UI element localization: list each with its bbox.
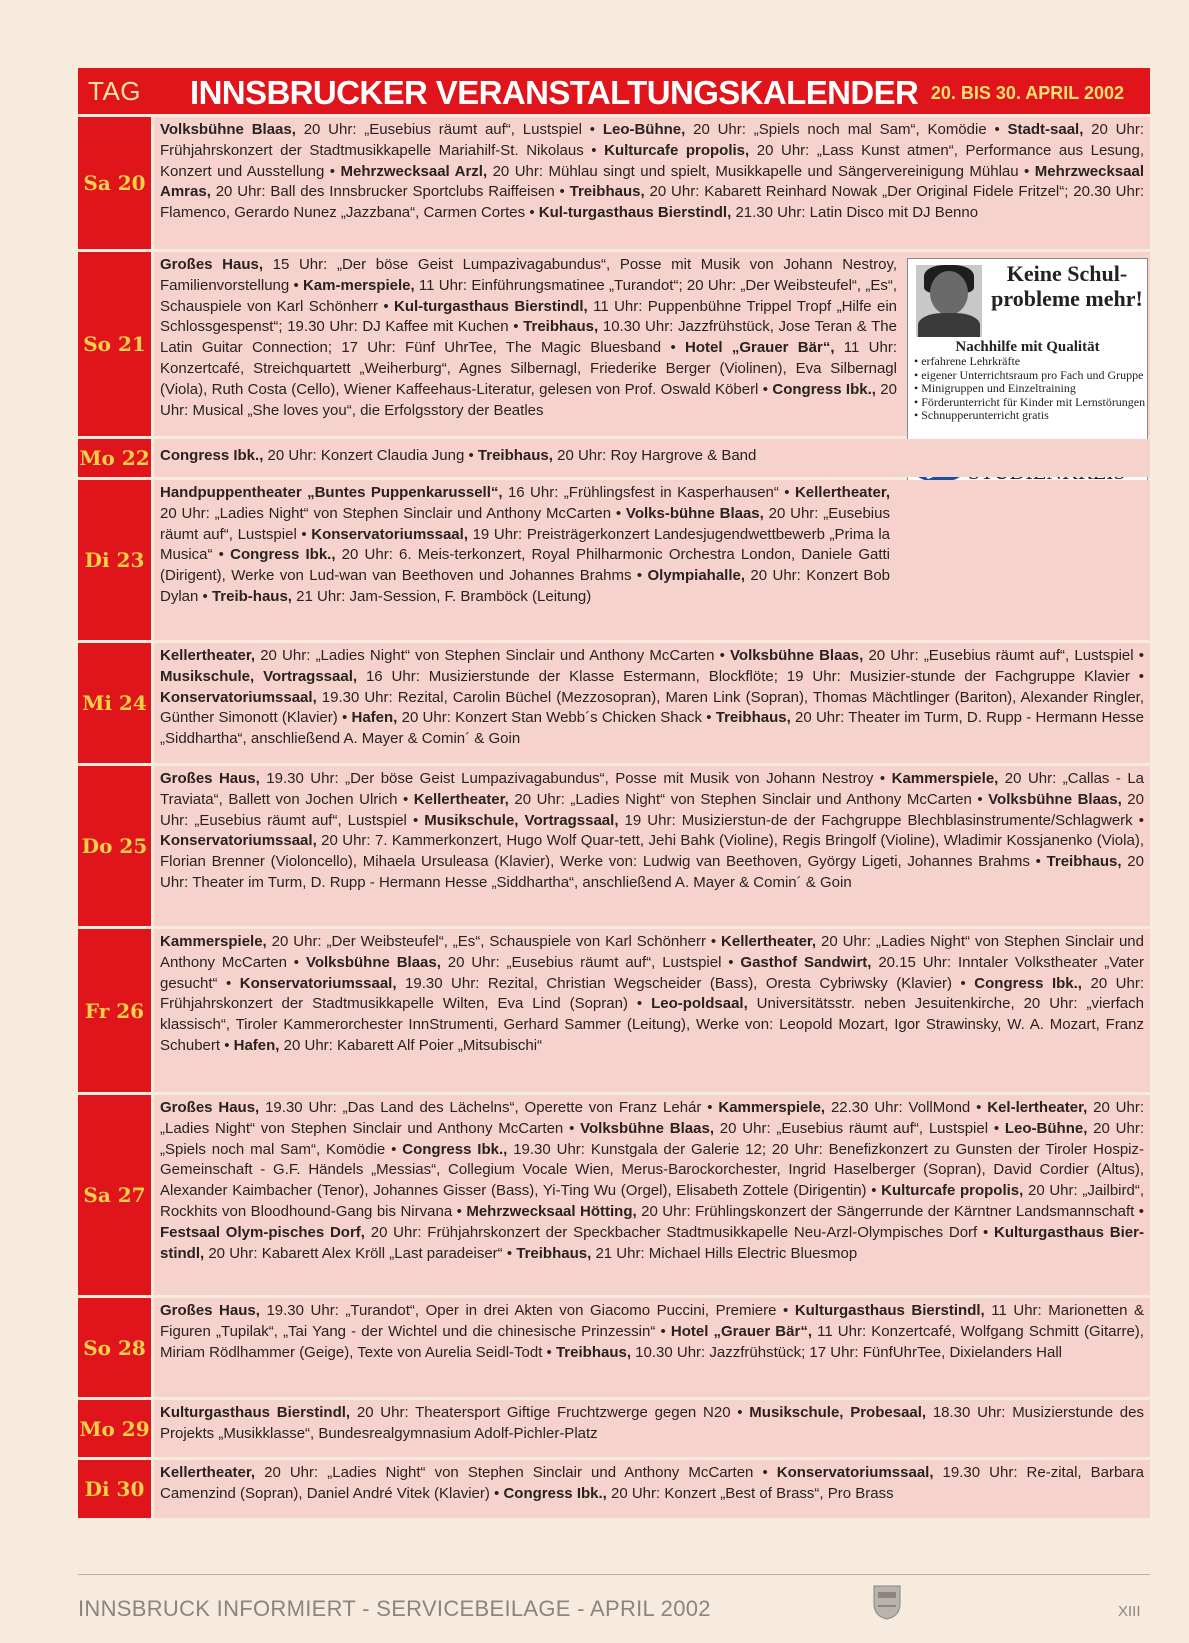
event-text-content: Congress Ibk., 20 Uhr: Konzert Claudia Jung • Treibhaus, 20 Uhr: Roy Hargrove & Band [160, 447, 757, 464]
calendar-row [78, 1457, 1150, 1518]
page-number: XIII [1118, 1603, 1141, 1620]
ad-bullet: • eigener Unterrichtsraum pro Fach und Gruppe [914, 367, 1144, 382]
day-label: Fr 26 [78, 929, 154, 1092]
calendar-title: INNSBRUCKER VERANSTALTUNGSKALENDER [190, 74, 919, 111]
calendar-row [78, 114, 1150, 249]
calendar-row [78, 1295, 1150, 1397]
day-label: Di 30 [78, 1460, 154, 1518]
innsbruck-crest-icon [872, 1584, 902, 1620]
event-text: Volksbühne Blaas, 20 Uhr: „Eusebius räumt auf“, Lustspiel • Leo-Bühne, 20 Uhr: „Spiels noch mal Sam“, Komödie • Stadt-saal, 20 Uhr: Frühjahrskonzert der Stadtmusikkapelle Mariahilf-St. Nikolaus • Kulturcafe propolis, 20 Uhr: „Lass Kunst atmen“, Performance aus Lesung, Konzert und Ausstellung • Mehrzwecksaal Arzl, 20 Uhr: Mühlau singt und spielt, Musikkapelle und Sängervereinigung Mühlau • Mehrzwecksaal Amras, 20 Uhr: Ball des Innsbrucker Sportclubs Raiffeisen • Treibhaus, 20 Uhr: Kabarett Reinhard Nowak „Der Original Fidele Fritzel“; 20.30 Uhr: Flamenco, Gerardo Nunez „Jazzbana“, Carmen Cortes • Kul-turgasthaus Bierstindl, 21.30 Uhr: Latin Disco mit DJ Benno [154, 117, 1150, 249]
footer-text: INNSBRUCK INFORMIERT - SERVICEBEILAGE - APRIL 2002 [78, 1596, 711, 1621]
event-calendar [78, 68, 1150, 1518]
event-text-content: Handpuppentheater „Buntes Puppenkarussell“, 16 Uhr: „Frühlingsfest in Kasperhausen“ • Kellertheater, 20 Uhr: „Ladies Night“ von Stephen Sinclair und Anthony McCarten • Volks-bühne Blaas, 20 Uhr: „Eusebius räumt auf“, Lustspiel • Konservatoriumssaal, 19 Uhr: Preisträgerkonzert Landesjugendwettbewerb „Prima la Musica“ • Congress Ibk., 20 Uhr: 6. Meis-terkonzert, Royal Philharmonic Orchestra London, Daniele Gatti (Dirigent), Werke von Lud-wan van Beethoven und Johannes Brahms • Olympiahalle, 20 Uhr: Konzert Bob Dylan • Treib-haus, 21 Uhr: Jam-Session, F. Bramböck (Leitung) [160, 484, 891, 605]
event-text [154, 480, 1150, 640]
calendar-row [78, 926, 1150, 1092]
ad-bullet: • Schnupperunterricht gratis [914, 408, 1049, 422]
day-label: Sa 20 [78, 117, 154, 249]
day-label: So 21 [78, 252, 154, 436]
ad-bullet: • Minigruppen und Einzeltraining [914, 381, 1076, 395]
event-text: Großes Haus, 19.30 Uhr: „Das Land des Lächelns“, Operette von Franz Lehár • Kammerspiele, 22.30 Uhr: VollMond • Kel-lertheater, 20 Uhr: „Ladies Night“ von Stephen Sinclair und Anthony McCarten • Volksbühne Blaas, 20 Uhr: „Eusebius räumt auf“, Lustspiel • Leo-Bühne, 20 Uhr: „Spiels noch mal Sam“, Komödie • Congress Ibk., 19.30 Uhr: Kunstgala der Galerie 12; 20 Uhr: Benefizkonzert zu Gunsten der Tiroler Hospiz-Gemeinschaft - G.F. Händels „Messias“, Collegium Vocale Wien, Merus-Barockorchester, Ingrid Haselberger (Sopran), David Cordier (Altus), Alexander Kaimbacher (Tenor), Johannes Gisser (Bass), Yi-Ting Wu (Orgel), Elisabeth Zottele (Dirigentin) • Kulturcafe propolis, 20 Uhr: „Jailbird“, Rockhits von Bloodhound-Gang bis Nirvana • Mehrzwecksaal Hötting, 20 Uhr: Frühlingskonzert der Sängerrunde der Kärntner Landsmannschaft • Festsaal Olym-pisches Dorf, 20 Uhr: Frühjahrskonzert der Speckbacher Stadtmusikkapelle Neu-Arzl-Olympisches Dorf • Kulturgasthaus Bier-stindl, 20 Uhr: Kabarett Alex Kröll „Last paradeiser“ • Treibhaus, 21 Uhr: Michael Hills Electric Bluesmop [154, 1095, 1150, 1295]
footer-divider [78, 1574, 1150, 1575]
ad-subheadline: Nachhilfe mit Qualität [955, 339, 1100, 355]
day-column-label: TAG [88, 76, 142, 106]
event-text: Kammerspiele, 20 Uhr: „Der Weibsteufel“, „Es“, Schauspiele von Karl Schönherr • Kellertheater, 20 Uhr: „Ladies Night“ von Stephen Sinclair und Anthony McCarten • Volksbühne Blaas, 20 Uhr: „Eusebius räumt auf“, Lustspiel • Gasthof Sandwirt, 20.15 Uhr: Inntaler Volkstheater „Vater gesucht“ • Konservatoriumssaal, 19.30 Uhr: Rezital, Christian Wegscheider (Bass), Oresta Cybriwsky (Klavier) • Congress Ibk., 20 Uhr: Frühjahrskonzert der Stadtmusikkapelle Wilten, Eva Lind (Sopran) • Leo-poldsaal, Universitätsstr. neben Jesuitenkirche, 20 Uhr: „vierfach klassisch“, Tiroler Kammerorchester InnStrumenti, Gerhard Sammer (Leitung), Werke von: Leopold Mozart, Igor Strawinsky, W. A. Mozart, Franz Schubert • Hafen, 20 Uhr: Kabarett Alf Poier „Mitsubischi“ [154, 929, 1150, 1092]
calendar-row [78, 640, 1150, 763]
calendar-row [78, 249, 1150, 436]
event-text: Kulturgasthaus Bierstindl, 20 Uhr: Theatersport Giftige Fruchtzwerge gegen N20 • Musikschule, Probesaal, 18.30 Uhr: Musizierstunde des Projekts „Musikklasse“, Bundesrealgymnasium Adolf-Pichler-Platz [154, 1400, 1150, 1457]
calendar-row [78, 1397, 1150, 1457]
calendar-row [78, 763, 1150, 926]
day-label: Mi 24 [78, 643, 154, 763]
day-label: Do 25 [78, 766, 154, 926]
event-text [154, 439, 1150, 477]
day-label: Mo 29 [78, 1400, 154, 1457]
day-label: Di 23 [78, 480, 154, 640]
ad-headline: Keine Schul-probleme mehr! [991, 261, 1143, 311]
calendar-row [78, 1092, 1150, 1295]
event-text [154, 252, 1150, 436]
event-text: Kellertheater, 20 Uhr: „Ladies Night“ von Stephen Sinclair und Anthony McCarten • Konservatoriumssaal, 19.30 Uhr: Re-zital, Barbara Camenzind (Sopran), Daniel André Vitek (Klavier) • Congress Ibk., 20 Uhr: Konzert „Best of Brass“, Pro Brass [154, 1460, 1150, 1518]
day-label: So 28 [78, 1298, 154, 1397]
day-label: Sa 27 [78, 1095, 154, 1295]
calendar-row [78, 436, 1150, 477]
event-text-content: Großes Haus, 15 Uhr: „Der böse Geist Lumpazivagabundus“, Posse mit Musik von Johann Nestroy, Familienvorstellung • Kam-merspiele, 11 Uhr: Einführungsmatinee „Turandot“; 20 Uhr: „Der Weibsteufel“, „Es“, Schauspiele von Karl Schönherr • Kul-turgasthaus Bierstindl, 11 Uhr: Puppenbühne Trippel Tropf „Hilfe ein Schlossgespenst“; 19.30 Uhr: DJ Kaffee mit Kuchen • Treibhaus, 10.30 Uhr: Jazzfrühstück, Jose Teran & The Latin Guitar Connection; 17 Uhr: Fünf UhrTee, The Magic Bluesband • Hotel „Grauer Bär“, 11 Uhr: Konzertcafé, Streichquartett „Weiherburg“, Agnes Silbernagl, Friederike Berger (Violinen), Eva Silbernagl (Viola), Ruth Costa (Cello), Wiener Kaffeehaus-Literatur, gelesen von Prof. Oswald Köberl • Congress Ibk., 20 Uhr: Musical „She loves you“, die Erfolgsstory der Beatles [160, 256, 897, 419]
student-photo [916, 265, 982, 337]
event-text: Kellertheater, 20 Uhr: „Ladies Night“ von Stephen Sinclair und Anthony McCarten • Volksbühne Blaas, 20 Uhr: „Eusebius räumt auf“, Lustspiel • Musikschule, Vortragssaal, 16 Uhr: Musizierstunde der Klasse Estermann, Blockflöte; 19 Uhr: Musizier-stunde der Fachgruppe Klavier • Konservatoriumssaal, 19.30 Uhr: Rezital, Carolin Büchel (Mezzosopran), Maren Link (Sopran), Thomas Mächtlinger (Bariton), Alexander Ringler, Günther Simonott (Klavier) • Hafen, 20 Uhr: Konzert Stan Webb´s Chicken Shack • Treibhaus, 20 Uhr: Theater im Turm, D. Rupp - Hermann Hesse „Siddhartha“, anschließend A. Mayer & Comin´ & Goin [154, 643, 1150, 763]
calendar-header [78, 68, 1150, 114]
date-range: 20. BIS 30. APRIL 2002 [930, 83, 1124, 103]
calendar-row [78, 477, 1150, 640]
day-label: Mo 22 [78, 439, 154, 477]
ad-bullet: • erfahrene Lehrkräfte [914, 354, 1021, 368]
event-text: Großes Haus, 19.30 Uhr: „Der böse Geist Lumpazivagabundus“, Posse mit Musik von Johann Nestroy • Kammerspiele, 20 Uhr: „Callas - La Traviata“, Ballett von Jochen Ulrich • Kellertheater, 20 Uhr: „Ladies Night“ von Stephen Sinclair und Anthony McCarten • Volksbühne Blaas, 20 Uhr: „Eusebius räumt auf“, Lustspiel • Musikschule, Vortragssaal, 19 Uhr: Musizierstun-de der Fachgruppe Blechblasinstrumente/Schlagwerk • Konservatoriumssaal, 20 Uhr: 7. Kammerkonzert, Hugo Wolf Quar-tett, Jehi Bahk (Violine), Regis Bringolf (Violine), Wladimir Kossjanenko (Viola), Florian Brenner (Violoncello), Mihaela Ursuleasa (Klavier), Werke von: Ludwig van Beethoven, György Ligeti, Johannes Brahms • Treibhaus, 20 Uhr: Theater im Turm, D. Rupp - Hermann Hesse „Siddhartha“, anschließend A. Mayer & Comin´ & Goin [154, 766, 1150, 926]
ad-bullet: • Förderunterricht für Kinder mit Lernstörungen [914, 394, 1146, 409]
ad-bullet-list [914, 355, 1145, 423]
event-text: Großes Haus, 19.30 Uhr: „Turandot“, Oper in drei Akten von Giacomo Puccini, Premiere • Kulturgasthaus Bierstindl, 11 Uhr: Marionetten & Figuren „Tupilak“, „Tai Yang - der Wichtel und die chinesische Prinzessin“ • Hotel „Grauer Bär“, 11 Uhr: Konzertcafé, Wolfgang Schmitt (Gitarre), Miriam Rödlhammer (Geige), Texte von Aurelia Seidl-Todt • Treibhaus, 10.30 Uhr: Jazzfrühstück; 17 Uhr: FünfUhrTee, Dixielanders Hall [154, 1298, 1150, 1397]
